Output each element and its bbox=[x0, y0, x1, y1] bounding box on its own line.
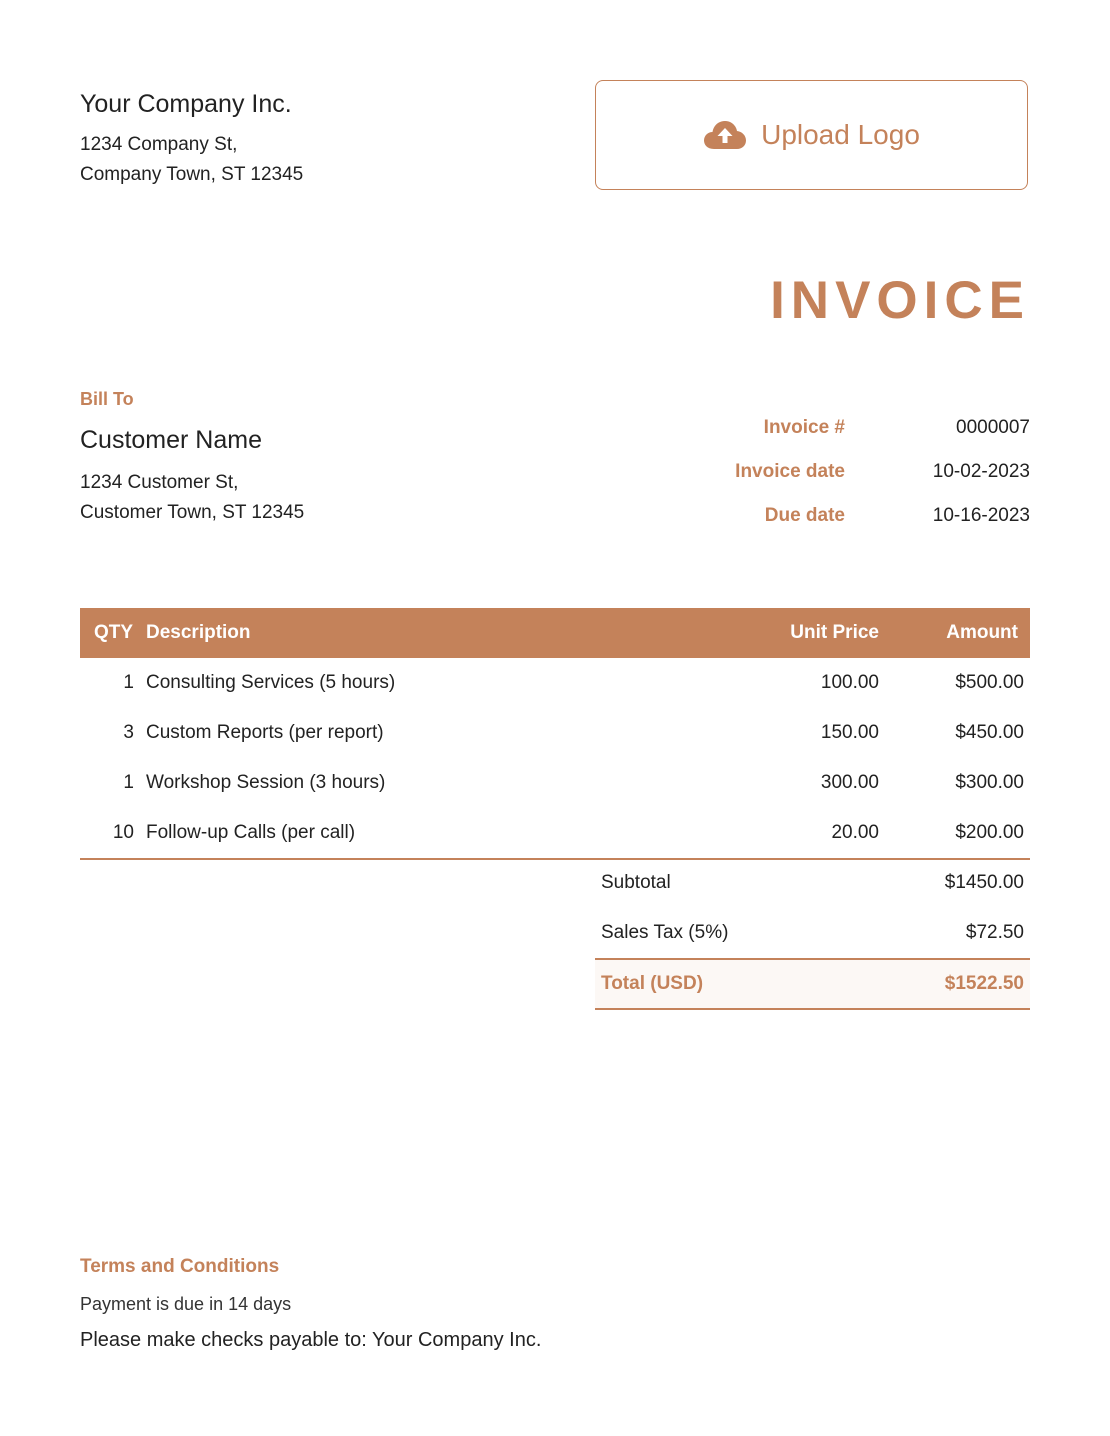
upload-logo-button[interactable] bbox=[595, 80, 1028, 190]
table-row bbox=[80, 658, 1030, 708]
invoice-date-label: Invoice date bbox=[735, 461, 845, 482]
tax-row bbox=[595, 908, 1030, 958]
terms-checks-payable: Please make checks payable to: Your Company Inc. bbox=[80, 1329, 542, 1351]
table-row bbox=[80, 808, 1030, 858]
item-amount: $450.00 bbox=[955, 722, 1024, 743]
table-row bbox=[80, 708, 1030, 758]
company-name: Your Company Inc. bbox=[80, 90, 292, 118]
item-unit-price: 100.00 bbox=[820, 672, 879, 693]
upload-logo-label: Upload Logo bbox=[761, 119, 920, 150]
item-amount: $200.00 bbox=[955, 822, 1024, 843]
item-description: Custom Reports (per report) bbox=[146, 722, 384, 743]
subtotal-value: $1450.00 bbox=[944, 872, 1024, 893]
item-amount: $300.00 bbox=[955, 772, 1024, 793]
item-qty: 1 bbox=[123, 672, 134, 693]
item-description: Workshop Session (3 hours) bbox=[146, 772, 386, 793]
item-qty: 10 bbox=[112, 822, 134, 843]
cloud-upload-icon bbox=[703, 119, 747, 151]
subtotal-row bbox=[595, 858, 1030, 908]
invoice-number-label: Invoice # bbox=[763, 417, 845, 438]
item-description: Follow-up Calls (per call) bbox=[146, 822, 356, 843]
total-value: $1522.50 bbox=[944, 973, 1024, 994]
tax-label: Sales Tax (5%) bbox=[601, 922, 729, 943]
invoice-title: INVOICE bbox=[770, 271, 1030, 330]
header-qty: QTY bbox=[94, 622, 134, 643]
due-date-value: 10-16-2023 bbox=[932, 505, 1030, 526]
customer-address-line2: Customer Town, ST 12345 bbox=[80, 502, 305, 523]
item-unit-price: 150.00 bbox=[820, 722, 879, 743]
header-description: Description bbox=[146, 622, 251, 643]
company-address-line2: Company Town, ST 12345 bbox=[80, 164, 304, 185]
items-table-header bbox=[80, 608, 1030, 658]
invoice-date-value: 10-02-2023 bbox=[932, 461, 1030, 482]
company-address-line1: 1234 Company St, bbox=[80, 134, 238, 155]
item-amount: $500.00 bbox=[955, 672, 1024, 693]
item-unit-price: 300.00 bbox=[820, 772, 879, 793]
bill-to-label: Bill To bbox=[80, 389, 134, 409]
subtotal-label: Subtotal bbox=[601, 872, 671, 893]
terms-payment-due: Payment is due in 14 days bbox=[80, 1294, 292, 1314]
customer-address-line1: 1234 Customer St, bbox=[80, 472, 239, 493]
tax-value: $72.50 bbox=[965, 922, 1024, 943]
header-amount: Amount bbox=[946, 622, 1018, 643]
item-description: Consulting Services (5 hours) bbox=[146, 672, 396, 693]
terms-title: Terms and Conditions bbox=[80, 1256, 280, 1277]
item-qty: 1 bbox=[123, 772, 134, 793]
total-label: Total (USD) bbox=[601, 973, 704, 994]
customer-name: Customer Name bbox=[80, 426, 262, 454]
item-qty: 3 bbox=[123, 722, 134, 743]
table-row bbox=[80, 758, 1030, 808]
total-row bbox=[595, 958, 1030, 1010]
invoice-number-value: 0000007 bbox=[956, 417, 1030, 438]
due-date-label: Due date bbox=[764, 505, 845, 526]
item-unit-price: 20.00 bbox=[831, 822, 879, 843]
header-unit-price: Unit Price bbox=[790, 622, 879, 643]
